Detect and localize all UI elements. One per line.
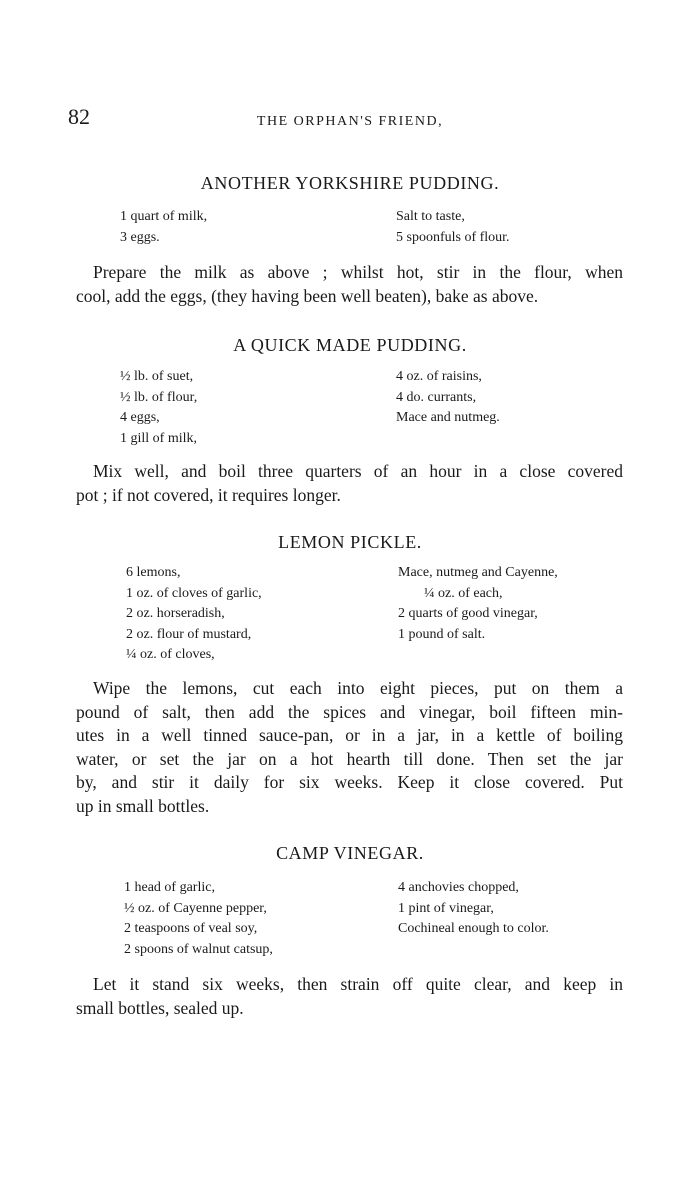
ingredients-right [398,878,549,940]
ingredient: 3 eggs. [120,229,160,245]
recipe-title: LEMON PICKLE. [278,532,422,552]
recipe-directions [76,973,623,1020]
ingredient: Mace and nutmeg. [396,410,500,425]
ingredient: ½ oz. of Cayenne pepper, [124,900,267,916]
recipe-directions [76,677,623,818]
ingredients-left [126,563,262,666]
text-line: utes in a well tinned sauce-pan, or in a jar, in a kettle of boiling [76,725,623,745]
ingredients-left [120,367,197,449]
recipe-title: A QUICK MADE PUDDING. [233,335,467,355]
ingredients-left [120,207,207,248]
ingredient: ½ lb. of flour, [120,389,198,405]
ingredient: 4 eggs, [120,410,160,425]
ingredients-right [396,367,500,429]
ingredient: 2 quarts of good vinegar, [398,606,538,621]
ingredient: 5 spoonfuls of flour. [396,229,510,245]
text-line: Wipe the lemons, cut each into eight pieces, put on them a [93,678,623,698]
text-line: up in small bottles. [76,795,210,816]
text-line: small bottles, sealed up. [76,997,244,1018]
ingredient: 4 do. currants, [396,389,477,405]
ingredient: 2 oz. horseradish, [126,606,225,621]
ingredient: Salt to taste, [396,209,465,224]
text-line: pot ; if not covered, it requires longer. [76,484,341,505]
recipe-title: ANOTHER YORKSHIRE PUDDING. [200,173,500,193]
ingredient: 4 anchovies chopped, [398,880,519,895]
running-head: THE ORPHAN'S FRIEND, [256,114,444,129]
ingredient: 2 spoons of walnut catsup, [124,941,273,957]
ingredient: 1 pint of vinegar, [398,900,494,916]
text-line: cool, add the eggs, (they having been well beaten), bake as above. [76,285,539,306]
page-number: 82 [68,104,90,129]
text-line: Let it stand six weeks, then strain off quite clear, and keep in [93,974,623,994]
text-line: by, and stir it daily for six weeks. Keep it close covered. Put [76,772,623,792]
ingredient: ¼ oz. of cloves, [126,647,215,662]
ingredients-right [396,207,510,248]
text-line: Mix well, and boil three quarters of an hour in a close covered [93,461,623,481]
ingredient: ¼ oz. of each, [424,585,503,601]
ingredient: 2 teaspoons of veal soy, [124,921,258,936]
text-line: Prepare the milk as above ; whilst hot, stir in the flour, when [93,262,623,282]
ingredient: 4 oz. of raisins, [396,369,482,384]
ingredients-right [398,563,558,645]
ingredient: 1 head of garlic, [124,880,215,895]
ingredient: 1 gill of milk, [120,430,197,446]
recipe-directions [76,460,623,507]
ingredient: 1 pound of salt. [398,626,486,642]
ingredient: 6 lemons, [126,565,181,580]
ingredient: 1 oz. of cloves of garlic, [126,585,262,601]
ingredient: ½ lb. of suet, [120,369,194,384]
ingredient: Mace, nutmeg and Cayenne, [398,565,558,580]
recipe-title: CAMP VINEGAR. [276,843,424,863]
ingredient: Cochineal enough to color. [398,921,549,936]
recipe-directions [76,261,623,308]
text-line: water, or set the jar on a hot hearth till done. Then set the jar [76,748,623,769]
text-line: pound of salt, then add the spices and vinegar, boil fifteen min- [76,701,623,722]
ingredients-left [124,878,273,960]
ingredient: 1 quart of milk, [120,209,208,224]
ingredient: 2 oz. flour of mustard, [126,626,252,642]
